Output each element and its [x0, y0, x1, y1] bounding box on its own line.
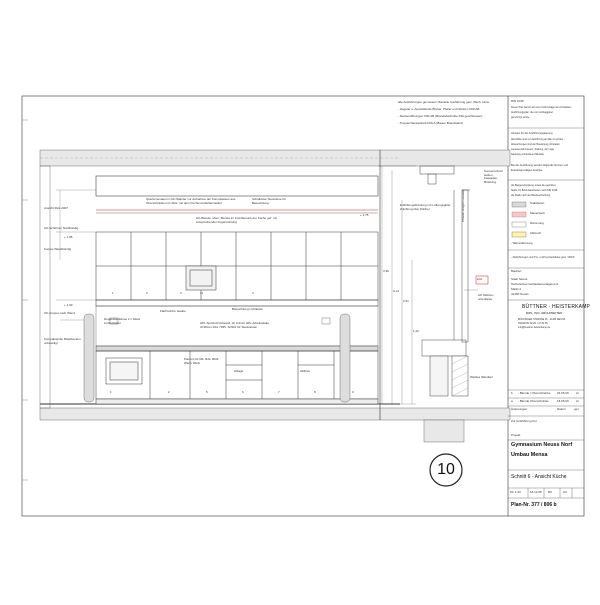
right-note-2: Ausführungsplan, die vom Auftraggeber	[511, 111, 553, 114]
right-vert-3: 2,51	[403, 299, 409, 303]
window-tag: E04	[477, 277, 483, 281]
oberschrank-note: Querlemenaten in GK-Ständer zur Aufnahme der Konsolleisten aus Oberschränken (in Abst. mit dem Küchenmöbelhersteller)	[146, 197, 236, 205]
project-sub: Umbau Mensa	[511, 452, 548, 458]
left-dim-3: + 1,95	[64, 235, 73, 239]
note-line-3: - Deckenöffnungen F90-AB (Brandabschnitte F90 geschlossen)	[398, 114, 483, 118]
builder-line-1: Technisches Gebäudemanagement	[511, 282, 559, 286]
plan-number: Plan-Nr. 377 / 806 b	[511, 502, 557, 508]
right-note-3: genehmigt wurde.	[511, 116, 531, 119]
left-dim-2: GK-Schürzen Nordbündig	[44, 226, 79, 230]
base-num-1: 1	[110, 390, 112, 394]
base-num-6: 6	[242, 390, 244, 394]
left-dim-1: Ansicht RAL 2007	[44, 206, 68, 210]
bottom-label: Weißes Wandteil	[470, 375, 493, 379]
right-vert-4: 1,22	[413, 329, 419, 333]
revision-header-date: Datum	[557, 407, 566, 411]
right-note-5: Alle Maße sind vor Ausführung am Bau zu prüfen	[511, 138, 564, 141]
legend-label-1: Mauerwerk	[530, 211, 545, 215]
scale-value: M≈ 1:20	[510, 490, 521, 494]
architect-name: BÜTTNER · HEISTERKAMP	[522, 304, 591, 310]
right-note-13: die Statik nach der Baubeschreibung	[511, 194, 551, 197]
foundation	[424, 420, 464, 442]
cab-num-4: 4	[252, 291, 254, 295]
beleuchtung-label: Beleuchtung Lichtleiste	[232, 307, 263, 311]
flachschirm-label: Flachschirm Haube	[160, 309, 186, 313]
revision-header-by: gez.	[574, 407, 580, 411]
revision-b-date: 29.05.09	[557, 391, 569, 395]
builder-label: Bauherr	[511, 269, 522, 273]
base-num-2: 2	[168, 390, 170, 394]
revision-b-index: b	[511, 391, 513, 395]
approval-label: Zur Ausführung frei:	[511, 419, 538, 423]
left-dim-6: OK-Korpus nach Wand	[44, 311, 75, 315]
date-value: 18.12.08	[530, 490, 542, 494]
right-note-4: Hinweis für die Ausführungsplanung	[511, 132, 553, 135]
base-num-9: 9	[352, 390, 354, 394]
project-name: Gymnasium Neuss Norf	[511, 442, 573, 448]
right-note-8: bauseitig vorhandener Bauteile	[511, 153, 544, 156]
right-note-7: Genaues Einmessen, Stellung, der Lage	[511, 148, 554, 151]
architect-subtitle: DIPL. ING. ARCHITEKTEN	[526, 311, 563, 315]
project-label: Projekt	[511, 433, 521, 437]
note-line-1: alle Ausführungen gemessen: Bauteile Ausführung gem. Bauh. Hinw.	[398, 100, 490, 104]
drawing-title: Schnitt 6 - Ansicht Küche	[511, 474, 567, 480]
right-note-6: Abweichungen sind der Bauleitung mitzuteilen	[511, 143, 560, 146]
right-vert-2: 3,14	[393, 289, 399, 293]
right-note-12: Statik, für Betonbauarbeiten nach DIN 1045	[511, 189, 558, 192]
spuele-label: Abfluss	[300, 369, 310, 373]
right-note-10: Entwurfsgrundlagen beachtet:	[511, 169, 543, 172]
revision-a-by: Ar	[576, 399, 579, 403]
doppelsteckdose-label: Doppelsteckdose 2 x Stück Lichtschalter	[104, 317, 141, 325]
ergeb-note: Entlüftungsbrüstung mit Lüftungsgitter, Zuluftung über Dächer	[400, 203, 452, 211]
right-vertical-text: Pfosten-Riegel Fassade	[461, 189, 465, 222]
base-num-8: 8	[314, 390, 316, 394]
left-dim-5: + 1,90	[64, 303, 73, 307]
legend-label-3: Abbruch	[530, 231, 542, 235]
architect-line-0: BÖCKINGER STRASSE 45 · 41460 NEUSS	[518, 318, 566, 321]
builder-line-2: Markt 2	[511, 287, 522, 291]
floor-slab	[40, 408, 510, 420]
hpl-note: HPL Spritzschutzwand, d= 9,2mm HPL Arbeitsplatte, d=38mm RAL 7035, Schlitz für Steckdosen	[200, 321, 270, 329]
legend-note-2: - Abdichtungen und Tür- und Fensterbänke gem. OKFF	[511, 256, 575, 259]
architect-line-1: TELEFON 02131 / 27 84 55	[518, 322, 548, 325]
cab-num-3: 3	[180, 291, 182, 295]
fenster-label: AK Stützen-unterkante	[478, 293, 495, 301]
left-dim-4: Korpus Wandbündig	[44, 247, 72, 251]
base-num-5: 5	[206, 390, 208, 394]
sonnenschutz-label: Sonnenschutz außen, Fassaden-Brüstung	[484, 169, 504, 184]
kompakt-label: Kompaktspüle Mittelbecken unbeteiligt	[44, 337, 81, 345]
pantum-label: Pantum für Mk. RAL 9002 Warm Weiß	[184, 357, 219, 365]
right-dim-1: + 2,75	[360, 213, 369, 217]
left-column	[84, 314, 94, 402]
countertop	[96, 346, 378, 351]
cab-num-11: 11	[200, 291, 204, 295]
steckdose-note: Schalldose Steckdose für Beleuchtung	[252, 197, 286, 205]
note-line-4: - Treppenhausantrieb F90-A (Bauen Brandwand)	[398, 121, 463, 125]
right-note-9: Bei der Ausführung werden folgende Normen und	[511, 164, 568, 167]
legend-label-2: Dämmung	[530, 221, 544, 225]
revision-b-by: Ar	[576, 391, 579, 395]
revision-a-text: - Blende Oberschränke	[518, 399, 549, 403]
right-note-1: Dieser Plan beruht auf einer CAD-Anlage der Architekten	[511, 106, 572, 109]
revision-a-date: 18.05.09	[557, 399, 569, 403]
cab-num-1: 1	[112, 291, 114, 295]
revision-a-index: a	[511, 399, 513, 403]
phase-value: BU	[548, 490, 553, 494]
cab-num-2: 2	[146, 291, 148, 295]
base-num-7: 7	[278, 390, 280, 394]
right-note-11: die Baugenehmigung, sowie die geprüften	[511, 184, 556, 187]
note-line-2: - Hegeter u. Ausstellende Bretter, Pfeiler und Stützen F90-AB	[398, 107, 480, 111]
gk-blende-note: GK-Blende, eben, Blende im Frontbereich der Küche gef. mit entsprechender Fugenrichtung	[196, 216, 277, 224]
legend-label-0: Stahlbeton	[530, 201, 545, 205]
revision-header-change: Änderungen	[511, 407, 528, 411]
sheet-number: 10	[437, 461, 455, 478]
revision-b-text: - Blende / Oberschränke	[518, 391, 551, 395]
right-column	[340, 314, 350, 402]
right-vert-1: 3,36	[383, 269, 389, 273]
architect-line-2: info@buettner-heisterkamp.de	[518, 326, 551, 329]
legend-note: - Wärmedämmung	[511, 242, 533, 245]
builder-line-3: 41460 Neuss	[511, 292, 529, 296]
builder-line-0: Stadt Neuss	[511, 277, 528, 281]
ablage-label: Ablage	[234, 369, 244, 373]
right-note-0: DIN 1045	[511, 99, 524, 103]
format-value: A3	[563, 490, 567, 494]
